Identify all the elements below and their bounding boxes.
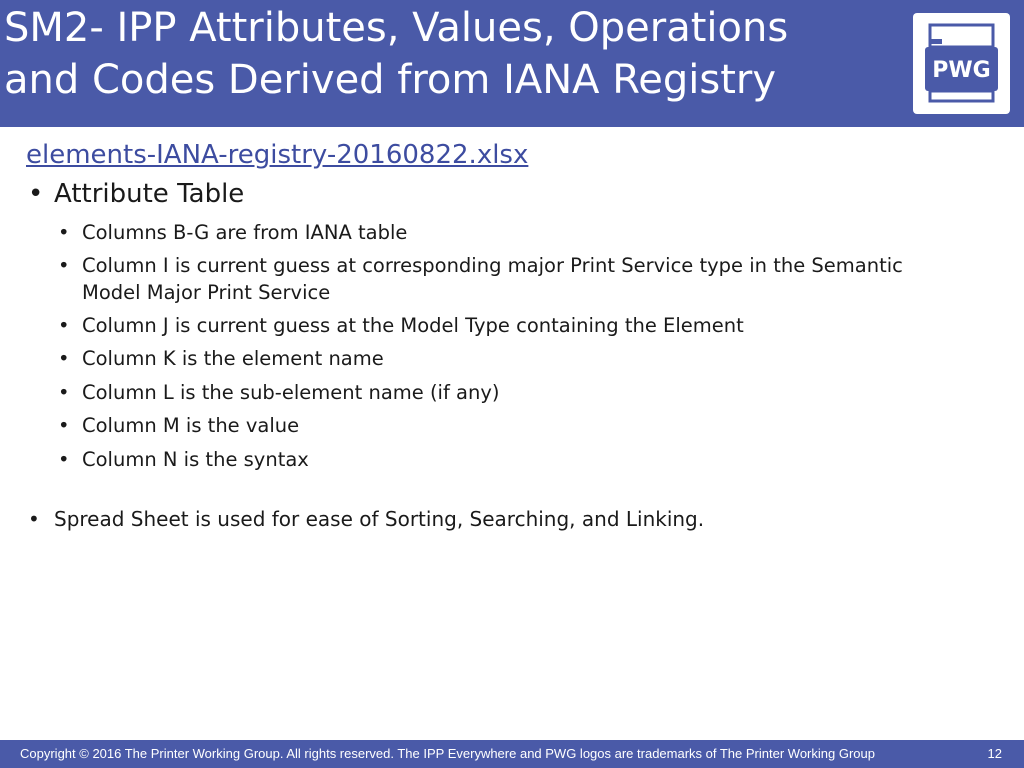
bullet-text: Spread Sheet is used for ease of Sorting, Searching, and Linking. — [54, 507, 705, 531]
page-number: 12 — [987, 746, 1002, 761]
bullet-glyph: • — [58, 314, 70, 337]
spreadsheet-link[interactable]: elements-IANA-registry-20160822.xlsx — [26, 140, 529, 170]
sub-bullet-text: Column J is current guess at the Model Type containing the Element — [82, 314, 744, 337]
sub-bullet-text: Column I is current guess at corresponding major Print Service type in the Semantic Model Major Print Service — [82, 254, 903, 304]
bullet-glyph: • — [58, 221, 70, 244]
bullet-glyph: • — [28, 179, 44, 209]
sub-bullet-text: Column L is the sub-element name (if any) — [82, 381, 500, 404]
footer-band — [0, 740, 1024, 768]
bullet-glyph: • — [58, 414, 70, 437]
bullet-glyph: • — [28, 507, 40, 531]
slide-title: SM2- IPP Attributes, Values, Operations and Codes Derived from IANA Registry — [4, 5, 789, 103]
bullet-glyph: • — [58, 381, 70, 404]
logo-text: PWG — [932, 58, 991, 83]
bullet-glyph: • — [58, 254, 70, 277]
bullet-text: Attribute Table — [54, 179, 245, 209]
sub-bullet-text: Column N is the syntax — [82, 448, 309, 471]
sub-bullet-text: Columns B-G are from IANA table — [82, 221, 408, 244]
sub-bullet-text: Column M is the value — [82, 414, 300, 437]
bullet-glyph: • — [58, 347, 70, 370]
sub-bullet-text: Column K is the element name — [82, 347, 384, 370]
copyright-notice: Copyright © 2016 The Printer Working Group. All rights reserved. The IPP Everywhere and PWG logos are trademarks of The Printer Working Group — [20, 746, 875, 761]
bullet-glyph: • — [58, 448, 70, 471]
